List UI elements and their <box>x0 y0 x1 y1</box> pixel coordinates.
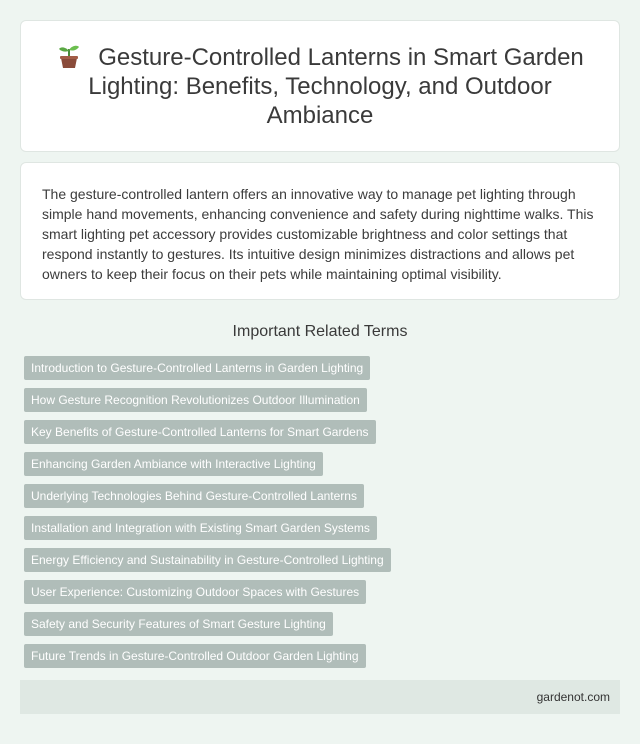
term-link[interactable]: Introduction to Gesture-Controlled Lanterns in Garden Lighting <box>24 356 370 380</box>
list-item <box>24 452 620 476</box>
term-link[interactable]: Safety and Security Features of Smart Gesture Lighting <box>24 612 333 636</box>
term-link[interactable]: Underlying Technologies Behind Gesture-Controlled Lanterns <box>24 484 364 508</box>
term-link[interactable]: Energy Efficiency and Sustainability in Gesture-Controlled Lighting <box>24 548 391 572</box>
list-item <box>24 420 620 444</box>
term-link[interactable]: Future Trends in Gesture-Controlled Outdoor Garden Lighting <box>24 644 366 668</box>
list-item <box>24 612 620 636</box>
term-link[interactable]: How Gesture Recognition Revolutionizes Outdoor Illumination <box>24 388 367 412</box>
list-item <box>24 516 620 540</box>
term-link[interactable]: Key Benefits of Gesture-Controlled Lanterns for Smart Gardens <box>24 420 376 444</box>
list-item <box>24 484 620 508</box>
intro-text: The gesture-controlled lantern offers an innovative way to manage pet lighting through simple hand movements, enhancing convenience and safety during nighttime walks. This smart lighting pet accessory provides customizable brightness and color settings that respond instantly to gestures. Its intuitive design minimizes distractions and allows pet owners to keep their focus on their pets while maintaining optimal visibility. <box>42 186 594 282</box>
term-link[interactable]: Enhancing Garden Ambiance with Interactive Lighting <box>24 452 323 476</box>
term-link[interactable]: User Experience: Customizing Outdoor Spaces with Gestures <box>24 580 366 604</box>
footer-site[interactable]: gardenot.com <box>536 690 610 704</box>
list-item <box>24 388 620 412</box>
sprout-icon <box>56 43 82 69</box>
related-terms-heading: Important Related Terms <box>232 323 408 340</box>
related-terms-list <box>24 356 620 668</box>
page-title <box>49 43 591 130</box>
list-item <box>24 548 620 572</box>
page-title-text: Gesture-Controlled Lanterns in Smart Garden Lighting: Benefits, Technology, and Outdoor Ambiance <box>88 43 584 129</box>
footer <box>20 680 620 714</box>
term-link[interactable]: Installation and Integration with Existing Smart Garden Systems <box>24 516 377 540</box>
list-item <box>24 580 620 604</box>
intro-card <box>20 162 620 300</box>
list-item <box>24 356 620 380</box>
list-item <box>24 644 620 668</box>
title-card <box>20 20 620 152</box>
